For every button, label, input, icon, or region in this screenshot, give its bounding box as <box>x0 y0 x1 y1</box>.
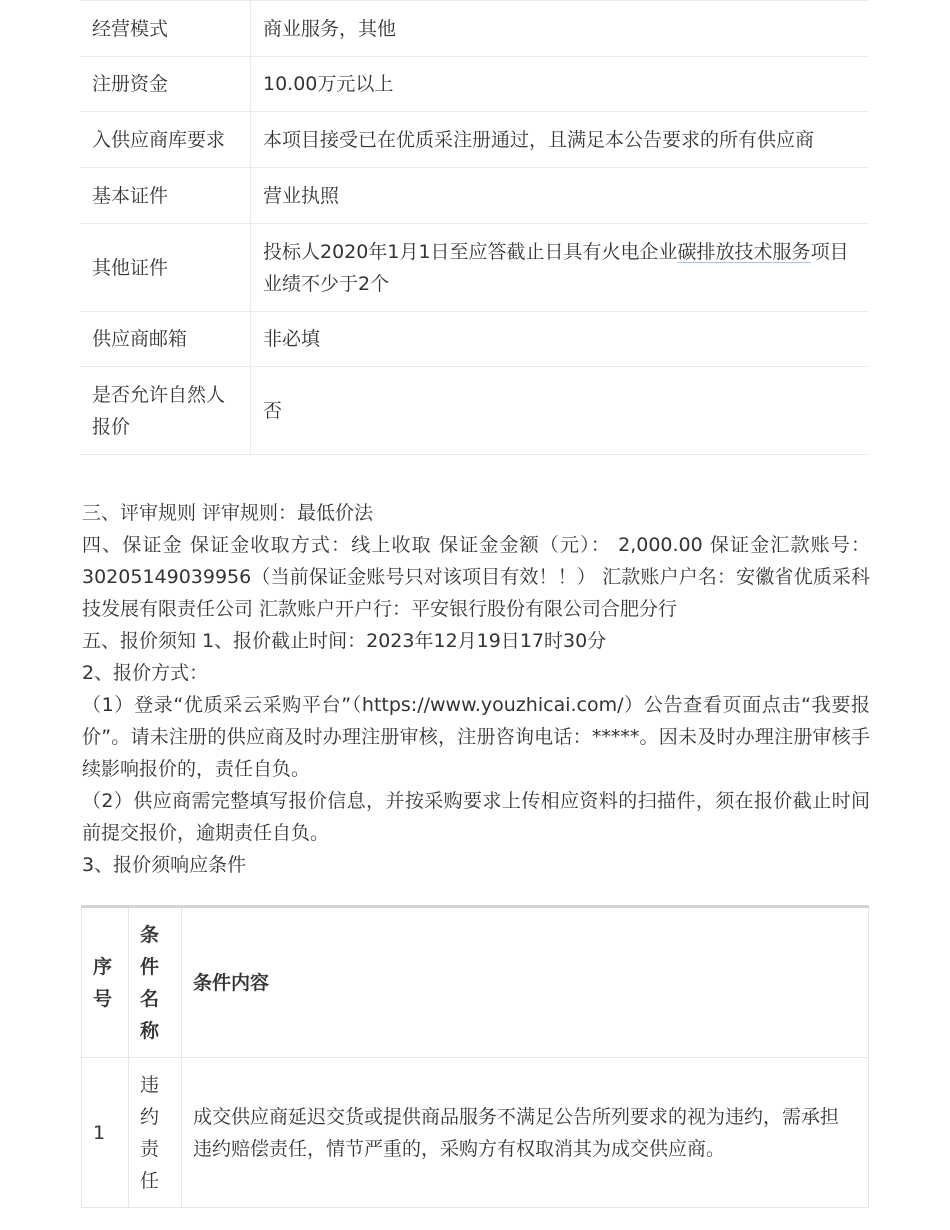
row-value: 商业服务，其他 <box>251 1 869 57</box>
header-name <box>129 907 182 1058</box>
paragraph-quote-notice: 五、报价须知 1、报价截止时间：2023年12月19日17时30分 <box>82 630 607 652</box>
row-key: 入供应商库要求 <box>80 112 251 168</box>
header-no-text: 序号 <box>93 955 113 1010</box>
header-name-text: 条件名称 <box>140 923 160 1042</box>
table-row <box>80 112 868 168</box>
paragraph-deposit: 四、保证金 保证金收取方式：线上收取 保证金金额（元）： 2,000.00 保证金汇款账号： 30205149039956（当前保证金账号只对该项目有效！！） 汇款账户户名：安徽省优质采科技发展有限责任公司 汇款账户开户行：平安银行股份有限公司合肥分行 <box>82 534 870 620</box>
cell-name-text: 违约责任 <box>140 1073 160 1192</box>
table-row <box>82 1058 869 1208</box>
announcement-body <box>82 497 870 881</box>
table-row <box>80 57 868 112</box>
paragraph-quote-step-2: （2）供应商需完整填写报价信息，并按采购要求上传相应资料的扫描件，须在报价截止时间前提交报价，逾期责任自负。 <box>82 790 870 844</box>
row-key: 供应商邮箱 <box>80 312 251 367</box>
conditions-table <box>81 905 869 1208</box>
row-value <box>251 224 869 312</box>
table-row <box>80 312 868 367</box>
supplier-requirements-table <box>80 0 868 455</box>
cell-content: 成交供应商延迟交货或提供商品服务不满足公告所列要求的视为违约，需承担违约赔偿责任，情节严重的，采购方有权取消其为成交供应商。 <box>182 1058 869 1208</box>
table-row <box>80 1 868 57</box>
paragraph-conditions-heading: 3、报价须响应条件 <box>82 854 247 876</box>
row-key: 注册资金 <box>80 57 251 112</box>
header-content: 条件内容 <box>182 907 869 1058</box>
row-key: 其他证件 <box>80 224 251 312</box>
row-key: 经营模式 <box>80 1 251 57</box>
row-value: 10.00万元以上 <box>251 57 869 112</box>
row-value: 非必填 <box>251 312 869 367</box>
table-header-row <box>82 907 869 1058</box>
row-value: 本项目接受已在优质采注册通过，且满足本公告要求的所有供应商 <box>251 112 869 168</box>
paragraph-review-rules: 三、评审规则 评审规则：最低价法 <box>82 502 374 524</box>
table-row <box>80 168 868 224</box>
table-row <box>80 367 868 455</box>
paragraph-quote-method: 2、报价方式： <box>82 662 209 684</box>
cell-name <box>129 1058 182 1208</box>
row-value: 否 <box>251 367 869 455</box>
row-value: 营业执照 <box>251 168 869 224</box>
table-row <box>80 224 868 312</box>
paragraph-quote-step-1: （1）登录“优质采云采购平台”（https://www.youzhicai.com/）公告查看页面点击“我要报价”。请未注册的供应商及时办理注册审核，注册咨询电话：*****。因未及时办理注册审核手续影响报价的，责任自负。 <box>82 694 870 780</box>
row-key: 是否允许自然人报价 <box>80 367 251 455</box>
value-text: 投标人2020年1月1日至应答截止日具有火电企业 <box>263 240 678 263</box>
highlighted-term[interactable]: 碳排放技术服务 <box>677 240 811 263</box>
header-no <box>82 907 129 1058</box>
cell-no: 1 <box>82 1058 129 1208</box>
row-key: 基本证件 <box>80 168 251 224</box>
value-text: 项目业绩不少于2个 <box>263 240 849 295</box>
